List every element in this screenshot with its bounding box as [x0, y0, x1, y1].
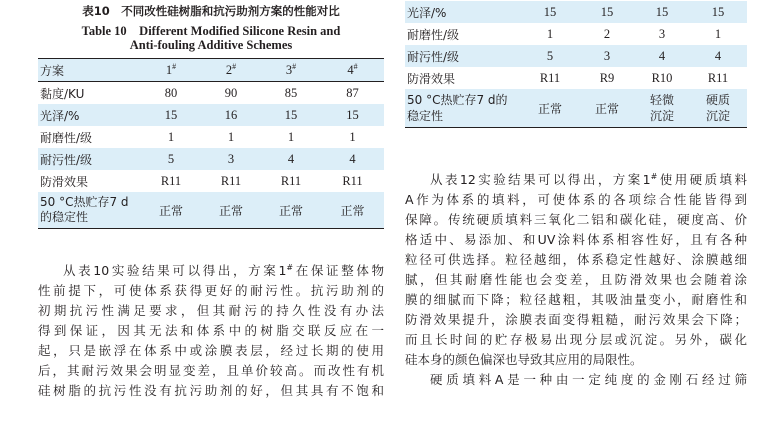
row-label: 耐污性/级 — [38, 148, 141, 170]
cell: 16 — [201, 104, 261, 126]
cell: 4 — [689, 45, 747, 67]
paragraph-line: 格适中、易添加、和UV涂料体系相容性好，且有各种 — [405, 232, 747, 247]
cell: 1 — [546, 26, 554, 41]
paragraph-line: 腻，但其耐磨性能也会变差，且防滑效果也会随着涂 — [405, 272, 747, 287]
row-label: 光泽/% — [405, 1, 521, 23]
paragraph-line: 硅本身的颜色偏深也导致其应用的局限性。 — [405, 352, 643, 367]
cell: 1 — [714, 26, 722, 41]
paragraph-line: 起，只是嵌浮在体系中或涂膜表层，经过长期的使用 — [38, 343, 384, 358]
right-paragraph — [405, 170, 747, 390]
cell: 1 — [167, 129, 175, 144]
cell: 4 — [321, 148, 384, 170]
paragraph-line: 膜的细腻而下降；粒径越粗，其吸油量变小，耐磨性和 — [405, 292, 747, 307]
cell: 15 — [141, 104, 201, 126]
cell: 15 — [321, 104, 384, 126]
cell: 3 — [201, 148, 261, 170]
cell: R11 — [707, 70, 729, 85]
paragraph-line: 硬质填料A是一种由一定纯度的金刚石经过筛 — [430, 372, 747, 387]
cell: 5 — [141, 148, 201, 170]
cell: 90 — [224, 85, 238, 100]
table-row — [38, 148, 384, 170]
table12-continued — [405, 1, 747, 128]
cell: 3 — [579, 45, 635, 67]
cell: 15 — [521, 1, 579, 23]
cell: 1 — [287, 129, 295, 144]
cell: 正常 — [201, 192, 261, 229]
paragraph-line: 粒径可供选择。粒径越细，体系稳定性越好、涂膜越细 — [405, 252, 747, 267]
header-scheme-1: 1# — [141, 59, 201, 82]
paragraph-line: 硅树脂的抗污性没有抗污助剂的好，但其具有不饱和 — [38, 383, 384, 398]
cell: 87 — [346, 85, 359, 100]
paragraph-line: 从表12实验结果可以得出，方案1#使用硬质填料 — [430, 171, 747, 187]
row-label: 光泽/% — [38, 104, 141, 126]
cell: 15 — [579, 1, 635, 23]
cell: R11 — [220, 173, 242, 188]
row-label: 50 °C热贮存7 d的 稳定性 — [405, 89, 521, 128]
table-row — [405, 1, 747, 23]
row-label: 50 °C热贮存7 d 的稳定性 — [38, 192, 141, 229]
paragraph-line: 性前提下，可使体系获得更好的耐污性。抗污助剂的 — [38, 283, 384, 298]
cell: 3 — [658, 26, 666, 41]
cell: 85 — [284, 85, 298, 100]
table-row — [405, 45, 747, 67]
cell: 2 — [603, 26, 611, 41]
cell: R9 — [599, 70, 615, 85]
table10-caption-cn: 表10 不同改性硅树脂和抗污助剂方案的性能对比 — [82, 4, 340, 18]
table-row — [38, 82, 384, 105]
row-label: 防滑效果 — [407, 71, 456, 86]
cell: 正常 — [261, 192, 321, 229]
table-row — [405, 67, 747, 89]
row-label: 耐磨性/级 — [407, 27, 460, 42]
paragraph-line: 保障。传统硬质填料三氧化二铝和碳化硅，硬度高、价 — [405, 212, 747, 227]
cell: 4 — [261, 148, 321, 170]
row-label: 耐污性/级 — [405, 45, 521, 67]
cell: R10 — [651, 70, 673, 85]
row-label: 防滑效果 — [40, 174, 89, 189]
header-scheme-4: 4# — [321, 59, 384, 82]
paragraph-line: 初期抗污性满足要求，但其耐污的持久性没有办法 — [38, 303, 384, 318]
header-scheme-3: 3# — [261, 59, 321, 82]
cell: R11 — [539, 70, 561, 85]
table10 — [38, 58, 384, 229]
header-scheme-label: 方案 — [38, 59, 141, 82]
header-scheme-2: 2# — [201, 59, 261, 82]
cell: 轻微 沉淀 — [635, 89, 689, 128]
cell: R11 — [160, 173, 182, 188]
cell: 硬质 沉淀 — [689, 89, 747, 128]
cell: 4 — [635, 45, 689, 67]
paragraph-line: A作为体系的填料，可使体系的各项综合性能皆得到 — [405, 192, 747, 207]
table-row — [405, 23, 747, 45]
table-row — [38, 170, 384, 192]
cell: 正常 — [579, 89, 635, 128]
paragraph-line: 从表10实验结果可以得出，方案1#在保证整体物 — [63, 262, 384, 278]
paragraph-line: 得到保证，因其无法和体系中的树脂交联反应在一 — [38, 323, 384, 338]
cell: R11 — [342, 173, 363, 188]
paragraph-line: 而且长时间的贮存极易出现分层或沉淀。另外，碳化 — [405, 332, 747, 347]
table10-caption-en-line2: Anti-fouling Additive Schemes — [129, 38, 293, 52]
table-row — [38, 192, 384, 229]
row-label: 黏度/KU — [40, 86, 85, 101]
paragraph-line: 后，其耐污效果会明显变差，且单价较高。而改性有机 — [38, 363, 384, 378]
paragraph-line: 防滑效果提升，涂膜表面变得粗糙，耐污效果会下降； — [405, 312, 747, 327]
left-paragraph — [38, 261, 384, 401]
row-label: 耐磨性/级 — [40, 130, 93, 145]
cell: 5 — [521, 45, 579, 67]
cell: 正常 — [521, 89, 579, 128]
cell: 1 — [227, 129, 235, 144]
table-header-row — [38, 59, 384, 82]
cell: 1 — [349, 129, 356, 144]
table-row — [38, 104, 384, 126]
table-row — [38, 126, 384, 148]
cell: R11 — [280, 173, 302, 188]
table-row — [405, 89, 747, 128]
cell: 15 — [689, 1, 747, 23]
table10-caption-en-line1: Table 10 Different Modified Silicone Resin and — [81, 24, 341, 38]
cell: 80 — [164, 85, 178, 100]
cell: 正常 — [141, 192, 201, 229]
cell: 正常 — [321, 192, 384, 229]
cell: 15 — [635, 1, 689, 23]
cell: 15 — [261, 104, 321, 126]
